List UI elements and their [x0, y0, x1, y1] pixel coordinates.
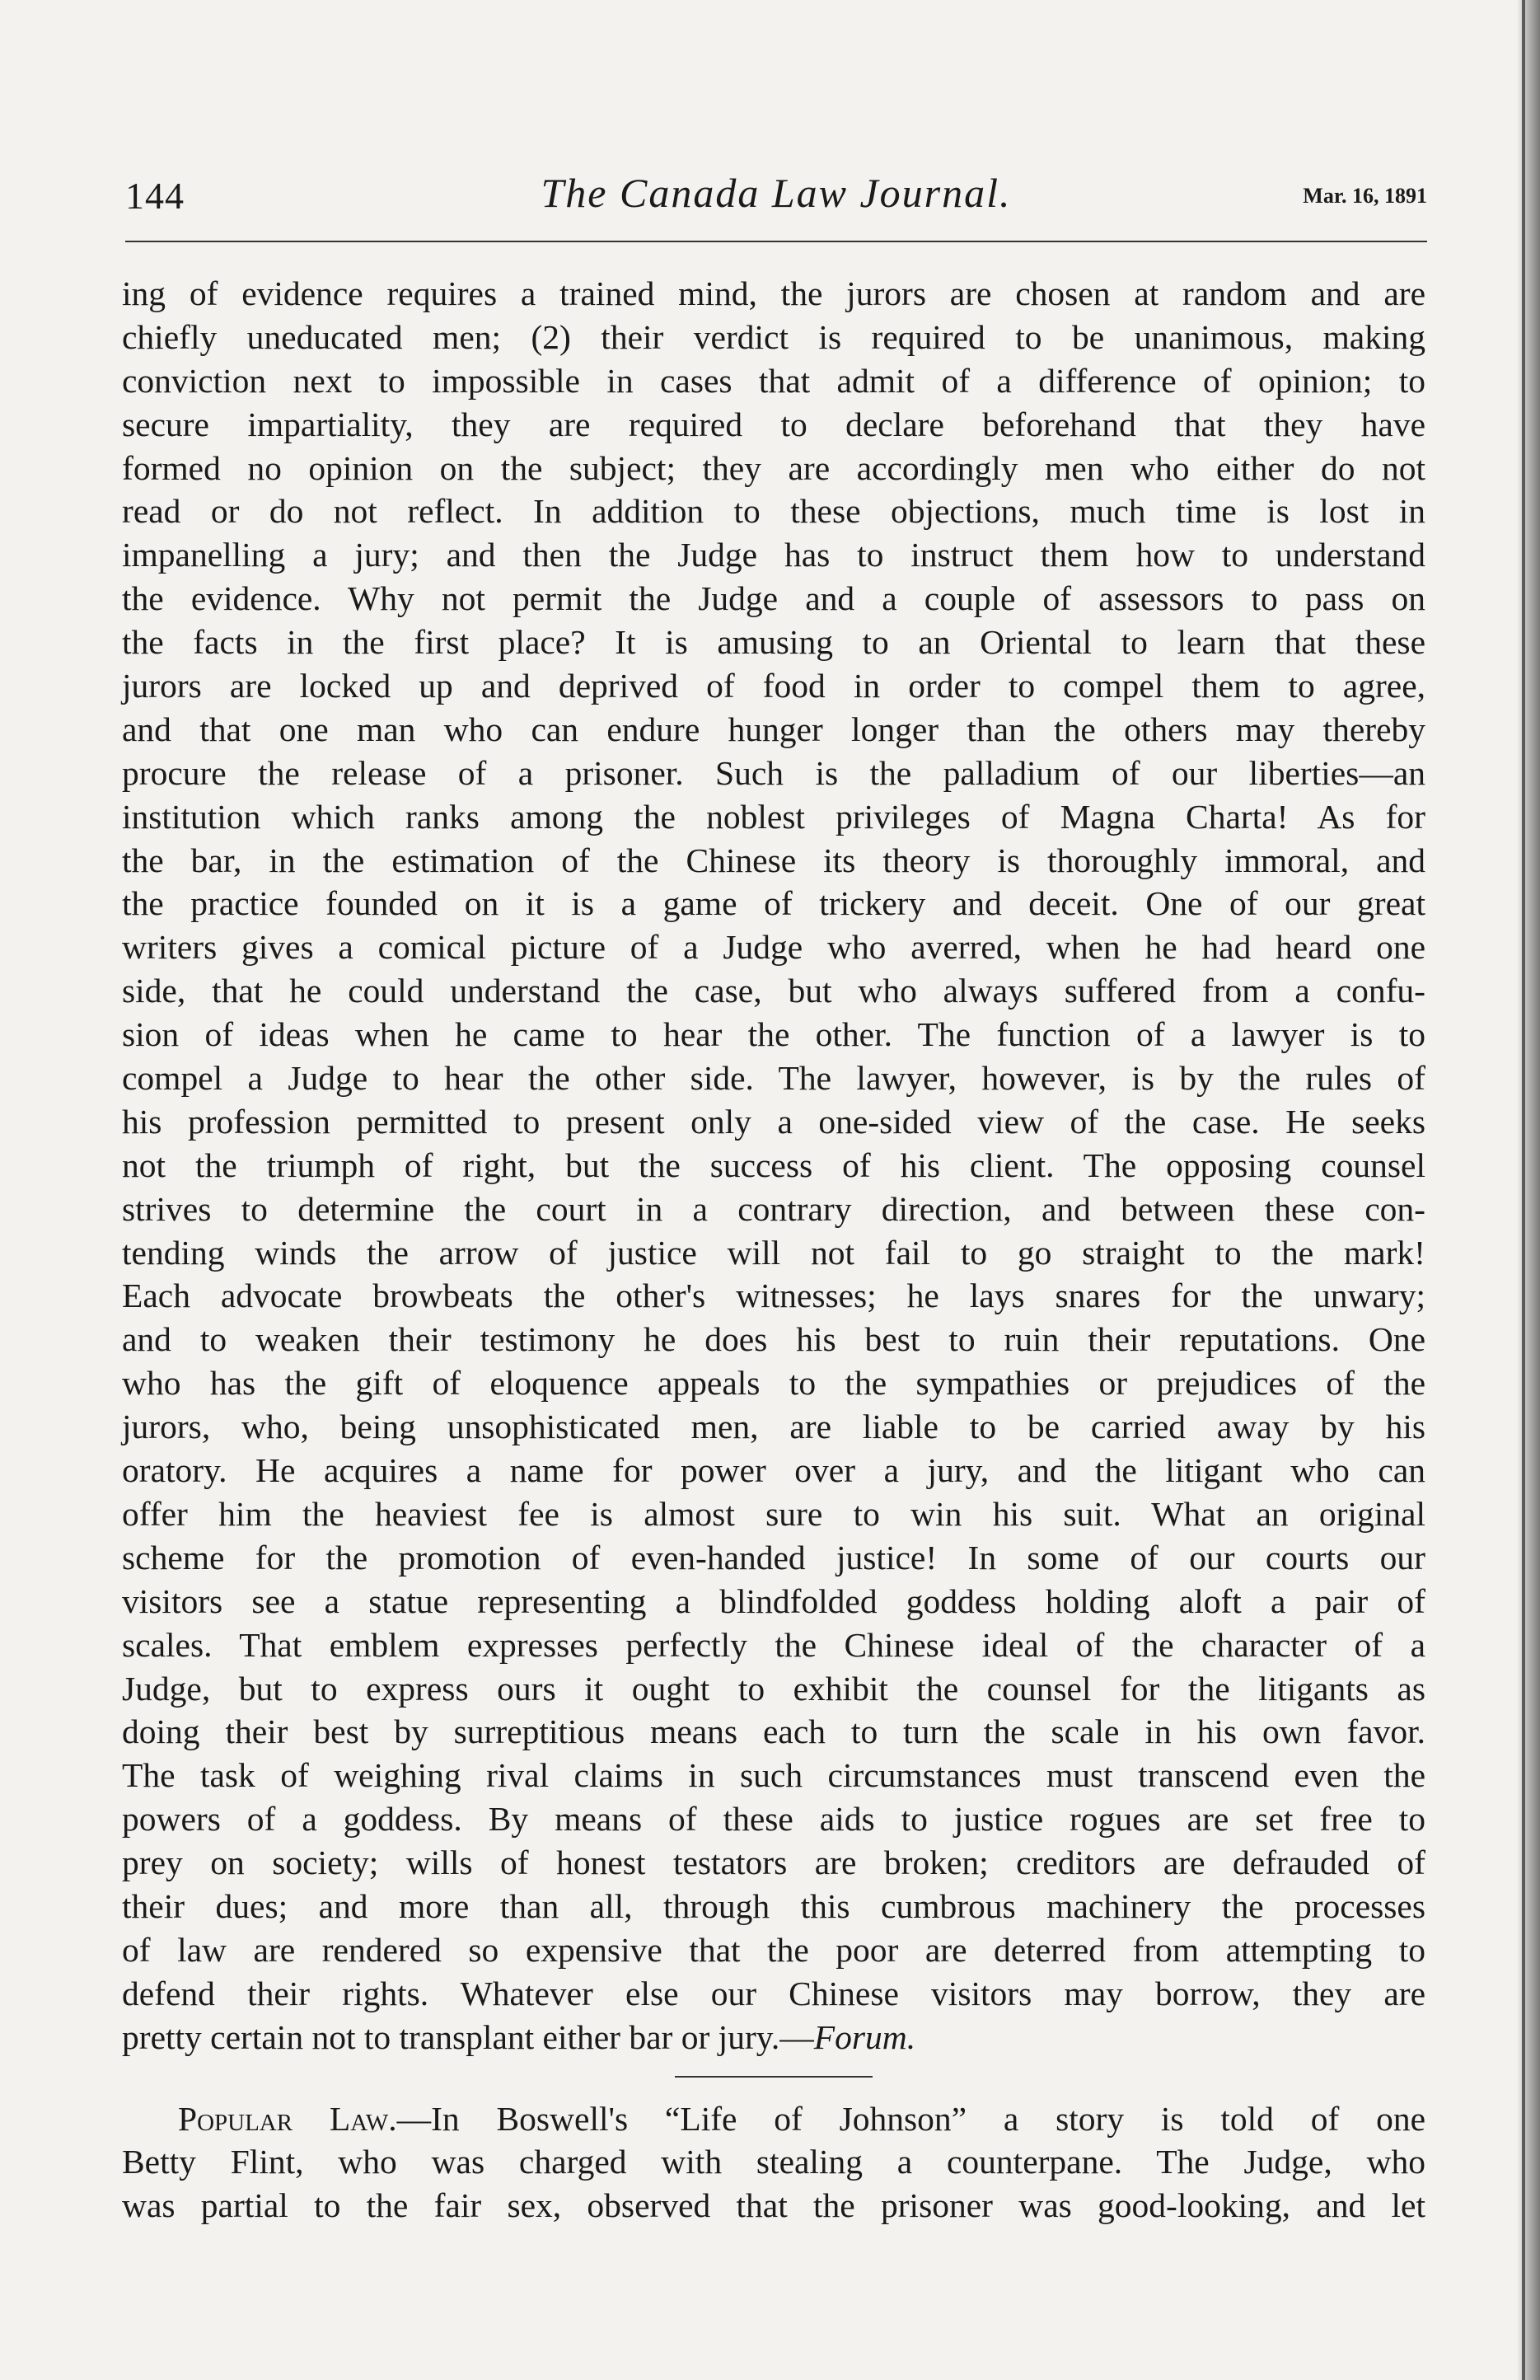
article-line: the facts in the first place? It is amusing to an Oriental to learn that these: [122, 623, 1425, 662]
article-line: jurors are locked up and deprived of food in order to compel them to agree,: [122, 667, 1425, 705]
article-line: the bar, in the estimation of the Chinese its theory is thoroughly immoral, and: [122, 841, 1425, 879]
article-line: oratory. He acquires a name for power over a jury, and the litigant who can: [122, 1451, 1425, 1490]
popular-law-heading: Popular Law.: [178, 2099, 397, 2138]
article-line: tending winds the arrow of justice will not fail to go straight to the mark!: [122, 1233, 1425, 1272]
page-edge-shadow: [1517, 0, 1540, 2380]
article-line: prey on society; wills of honest testators are broken; creditors are defrauded of: [122, 1844, 1425, 1882]
article-line: jurors, who, being unsophisticated men, are liable to be carried away by his: [122, 1408, 1425, 1446]
article-line: conviction next to impossible in cases that admit of a difference of opinion; to: [122, 361, 1425, 400]
article-line: strives to determine the court in a contrary direction, and between these con-: [122, 1189, 1425, 1228]
article-line: and that one man who can endure hunger longer than the others may thereby: [122, 710, 1425, 748]
page-number: 144: [125, 175, 185, 217]
article-line: the practice founded on it is a game of trickery and deceit. One of our great: [122, 884, 1425, 923]
article-line: his profession permitted to present only a one-sided view of the case. He seeks: [122, 1102, 1425, 1141]
article-line: side, that he could understand the case, but who always suffered from a confu-: [122, 972, 1425, 1010]
article-line: writers gives a comical picture of a Judge who averred, when he had heard one: [122, 928, 1425, 967]
article-line: sion of ideas when he came to hear the other. The function of a lawyer is to: [122, 1015, 1425, 1054]
article-line: their dues; and more than all, through this cumbrous machinery the processes: [122, 1886, 1425, 1925]
article-line: and to weaken their testimony he does his best to ruin their reputations. One: [122, 1320, 1425, 1359]
article-line: offer him the heaviest fee is almost sure to win his suit. What an original: [122, 1494, 1425, 1533]
article-line: procure the release of a prisoner. Such is the palladium of our liberties—an: [122, 753, 1425, 792]
page-body: [122, 272, 1425, 2228]
article-line: impanelling a jury; and then the Judge has to instruct them how to understand: [122, 536, 1425, 574]
article-line: not the triumph of right, but the success of his client. The opposing counsel: [122, 1145, 1425, 1184]
article-line: who has the gift of eloquence appeals to the sympathies or prejudices of the: [122, 1364, 1425, 1403]
article-line: scales. That emblem expresses perfectly the Chinese ideal of the character of a: [122, 1625, 1425, 1664]
page-edge-line: [1522, 0, 1525, 2380]
popular-law-line-1: [122, 2097, 1425, 2141]
article-line: doing their best by surreptitious means each to turn the scale in his own favor.: [122, 1712, 1425, 1751]
article-line: secure impartiality, they are required to declare beforehand that they have: [122, 405, 1425, 443]
article-line: chiefly uneducated men; (2) their verdict is required to be unanimous, making: [122, 317, 1425, 356]
article-line: scheme for the promotion of even-handed justice! In some of our courts our: [122, 1538, 1425, 1577]
article-line: of law are rendered so expensive that the poor are deterred from attempting to: [122, 1930, 1425, 1969]
popular-law-line-1-text: —In Boswell's “Life of Johnson” a story is told of one: [396, 2099, 1425, 2138]
article-line: formed no opinion on the subject; they are accordingly men who either do not: [122, 448, 1425, 487]
article-line: visitors see a statue representing a blindfolded goddess holding aloft a pair of: [122, 1581, 1425, 1620]
issue-date: Mar. 16, 1891: [1303, 184, 1427, 208]
article-line: read or do not reflect. In addition to these objections, much time is lost in: [122, 492, 1425, 531]
article-line: defend their rights. Whatever else our Chinese visitors may borrow, they are: [122, 1974, 1425, 2012]
article-line: institution which ranks among the noblest privileges of Magna Charta! As for: [122, 797, 1425, 836]
article-line: The task of weighing rival claims in such circumstances must transcend even the: [122, 1756, 1425, 1795]
article-continuation: [122, 272, 1425, 2016]
header-rule: [125, 241, 1427, 242]
page-header: [125, 169, 1427, 227]
article-line: compel a Judge to hear the other side. The lawyer, however, is by the rules of: [122, 1059, 1425, 1098]
article-source: Forum.: [813, 2017, 916, 2056]
popular-law-line-2: Betty Flint, who was charged with stealing a counterpane. The Judge, who: [122, 2143, 1425, 2181]
journal-title: The Canada Law Journal.: [541, 170, 1012, 216]
popular-law-line-3: was partial to the fair sex, observed that the prisoner was good-looking, and let: [122, 2186, 1425, 2225]
article-line: Each advocate browbeats the other's witnesses; he lays snares for the unwary;: [122, 1277, 1425, 1315]
article-line: the evidence. Why not permit the Judge and a couple of assessors to pass on: [122, 579, 1425, 618]
section-divider: [675, 2076, 873, 2078]
article-line: ing of evidence requires a trained mind, the jurors are chosen at random and are: [122, 274, 1425, 312]
article-line: Judge, but to express ours it ought to exhibit the counsel for the litigants as: [122, 1669, 1425, 1708]
article-final-line: [122, 2016, 1425, 2059]
article-final-text: pretty certain not to transplant either bar or jury.—: [122, 2017, 814, 2056]
article-line: powers of a goddess. By means of these aids to justice rogues are set free to: [122, 1800, 1425, 1839]
